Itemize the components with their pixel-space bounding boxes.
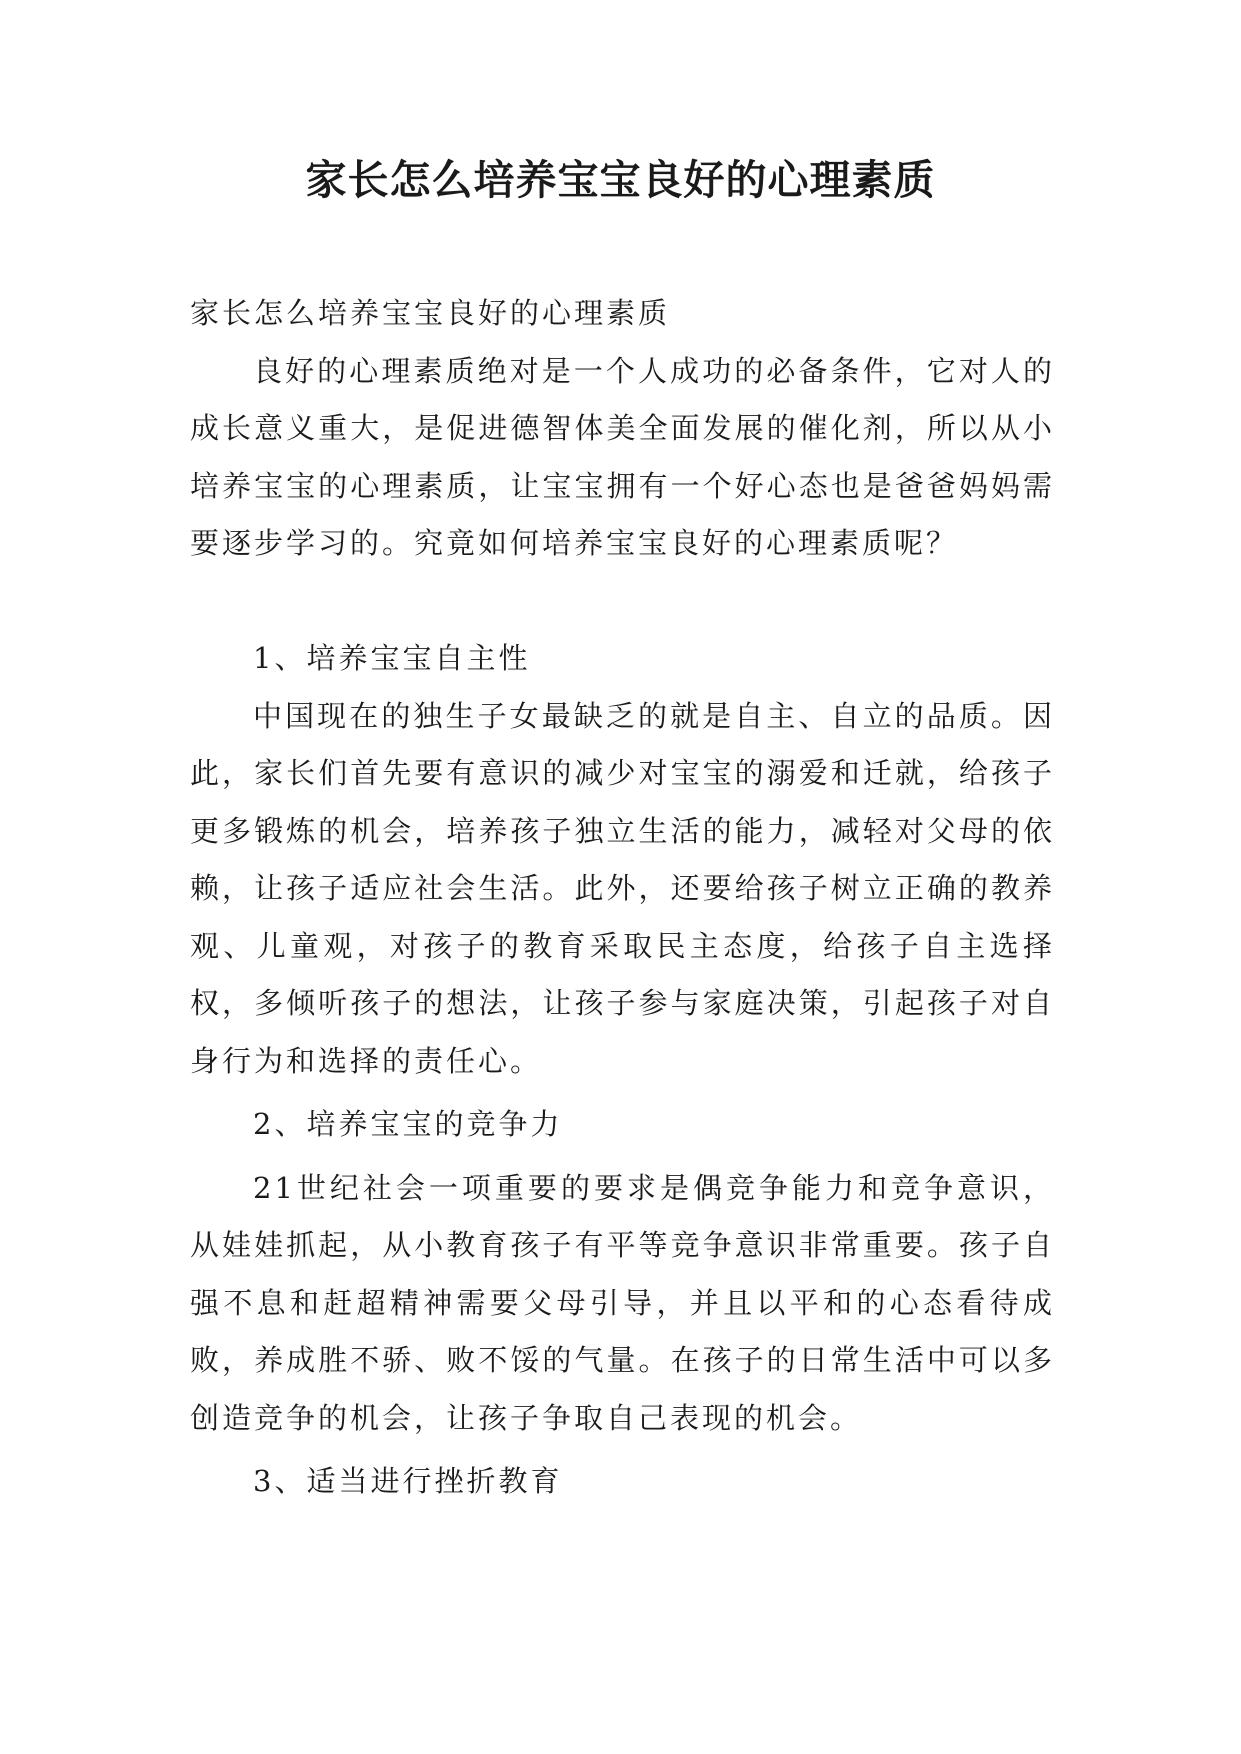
section-heading-1: 1、培养宝宝自主性 (253, 641, 531, 675)
document-body (190, 285, 1055, 1511)
section-heading-3: 3、适当进行挫折教育 (253, 1464, 563, 1498)
intro-paragraph: 良好的心理素质绝对是一个人成功的必备条件，它对人的成长意义重大，是促进德智体美全面发展的催化剂，所以从小培养宝宝的心理素质，让宝宝拥有一个好心态也是爸爸妈妈需要逐步学习的。究竟如何培养宝宝良好的心理素质呢？ (190, 353, 1055, 560)
section-body-1: 中国现在的独生子女最缺乏的就是自主、自立的品质。因此，家长们首先要有意识的减少对宝宝的溺爱和迁就，给孩子更多锻炼的机会，培养孩子独立生活的能力，减轻对父母的依赖，让孩子适应社会生活。此外，还要给孩子树立正确的教养观、儿童观，对孩子的教育采取民主态度，给孩子自主选择权，多倾听孩子的想法，让孩子参与家庭决策，引起孩子对自身行为和选择的责任心。 (190, 698, 1055, 1078)
document-subtitle: 家长怎么培养宝宝良好的心理素质 (190, 296, 671, 330)
document-title: 家长怎么培养宝宝良好的心理素质 (305, 156, 936, 204)
section-body-2: 21世纪社会一项重要的要求是偶竞争能力和竞争意识，从娃娃抓起，从小教育孩子有平等竞争意识非常重要。孩子自强不息和赶超精神需要父母引导，并且以平和的心态看待成败，养成胜不骄、败不馁的气量。在孩子的日常生活中可以多创造竞争的机会，让孩子争取自己表现的机会。 (190, 1170, 1055, 1435)
blank-line (190, 573, 1055, 631)
section-heading-2: 2、培养宝宝的竞争力 (253, 1107, 563, 1141)
